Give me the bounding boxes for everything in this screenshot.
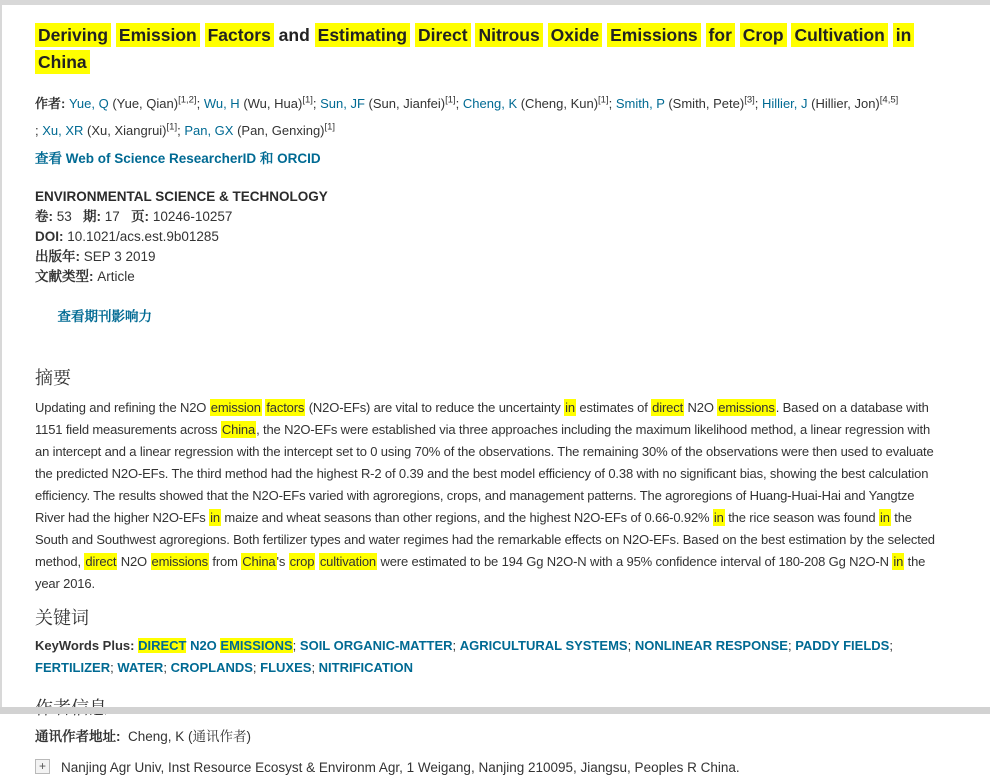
text-segment: 通讯作者地址: [35, 729, 128, 745]
text-segment: DOI: [35, 229, 68, 245]
highlighted-term: emission [210, 400, 261, 416]
text-segment: Cheng, K (通讯作者) [128, 729, 252, 745]
highlighted-term: for [706, 23, 735, 47]
highlighted-term: Factors [205, 23, 274, 47]
text-segment: the rice season was found [724, 510, 879, 526]
text-segment: 's [276, 554, 289, 570]
highlighted-term: Estimating [315, 23, 410, 47]
text-segment: (Wu, Hua) [239, 96, 303, 112]
highlighted-term: cultivation [319, 554, 376, 570]
text-segment: ; [889, 638, 897, 654]
journal-impact-link[interactable]: 查看期刊影响力 [57, 309, 153, 325]
bottom-divider [0, 707, 990, 714]
keyword-link[interactable]: CROPLANDS [170, 660, 253, 676]
text-segment: 10.1021/acs.est.9b01285 [67, 229, 219, 245]
text-segment: KeyWords Plus: [35, 638, 139, 654]
text-segment: ; [252, 660, 261, 676]
highlighted-term: Oxide [548, 23, 603, 47]
text-segment: [1] [324, 121, 336, 133]
keywords-heading: 关键词 [35, 608, 89, 629]
text-segment: ; [311, 660, 319, 676]
highlighted-term: in [565, 400, 575, 416]
text-segment: 出版年: [35, 249, 84, 265]
address-row [35, 759, 946, 776]
researcherid-orcid-link[interactable]: 查看 Web of Science ResearcherID 和 ORCID [35, 151, 321, 167]
author-link-cheng-k[interactable]: Cheng, K [462, 96, 518, 112]
text-segment: . Based on a database with 1151 field measurements across [35, 400, 933, 438]
keyword-link[interactable]: NONLINEAR RESPONSE [634, 638, 788, 654]
text-segment: [1] [598, 94, 609, 106]
highlighted-term: China [221, 422, 256, 438]
authors-line-2 [35, 117, 946, 144]
abstract-heading: 摘要 [35, 368, 71, 389]
author-link-smith-p[interactable]: Smith, P [615, 96, 665, 112]
text-segment: ; [196, 96, 204, 112]
author-link-pan-gx[interactable]: Pan, GX [184, 123, 234, 139]
highlighted-term: China [35, 50, 90, 74]
keyword-link[interactable]: AGRICULTURAL SYSTEMS [459, 638, 628, 654]
authors-line-1 [35, 90, 946, 117]
top-divider [0, 0, 990, 5]
highlighted-term: direct [85, 554, 117, 570]
author-link-hillier-j[interactable]: Hillier, J [762, 96, 808, 112]
highlighted-term: emissions [151, 554, 208, 570]
journal-block [35, 187, 946, 347]
highlighted-term: Emission [116, 23, 200, 47]
highlighted-term: direct [652, 400, 684, 416]
text-segment: the South and Southwest agroregions. Both fertilizer types and water regimes had the remarkable effects on N2O-EFs. Based on the best estimation by the selected method, [35, 510, 939, 570]
text-segment: N2O [684, 400, 718, 416]
text-segment: [1] [302, 94, 313, 106]
text-segment: (Smith, Pete) [664, 96, 745, 112]
volume-issue-pages [35, 207, 946, 227]
keyword-link[interactable]: FLUXES [260, 660, 312, 676]
text-segment: from [208, 554, 242, 570]
keyword-link[interactable]: EMISSIONS [220, 638, 293, 654]
text-segment: and [273, 25, 315, 45]
text-segment: Updating and refining the N2O [35, 400, 210, 416]
address-text: Nanjing Agr Univ, Inst Resource Ecosyst & Environm Agr, 1 Weigang, Nanjing 210095, Jiangsu, Peoples R China. [61, 760, 740, 776]
author-link-yue-q[interactable]: Yue, Q [68, 96, 109, 112]
corresponding-author-line [35, 727, 946, 747]
highlighted-term: in [879, 510, 890, 526]
text-segment [543, 25, 548, 45]
text-segment: 53 [56, 209, 84, 225]
text-segment: (Xu, Xiangrui) [83, 123, 167, 139]
text-segment: 期: [83, 209, 105, 225]
highlighted-term: factors [266, 400, 305, 416]
highlighted-term: in [713, 510, 724, 526]
text-segment: 作者: [35, 96, 69, 112]
author-link-sun-jf[interactable]: Sun, JF [320, 96, 365, 112]
text-segment [200, 25, 205, 45]
text-segment: ; [35, 123, 43, 139]
keyword-link[interactable]: FERTILIZER [35, 660, 111, 676]
text-segment: maize and wheat seasons than other regions, and the highest N2O-EFs of 0.66-0.92% [220, 510, 713, 526]
text-segment: [1] [445, 94, 456, 106]
keyword-link[interactable]: WATER [117, 660, 164, 676]
keyword-link[interactable]: SOIL ORGANIC-MATTER [299, 638, 453, 654]
text-segment: ; [608, 96, 616, 112]
text-segment: the year 2016. [35, 554, 929, 592]
text-segment: (Hillier, Jon) [807, 96, 880, 112]
author-link-wu-h[interactable]: Wu, H [203, 96, 240, 112]
keyword-link[interactable]: DIRECT [138, 638, 187, 654]
text-segment: (N2O-EFs) are vital to reduce the uncertainty [305, 400, 565, 416]
text-segment: Article [97, 269, 135, 285]
text-segment: ; [110, 660, 118, 676]
text-segment: (Yue, Qian) [108, 96, 179, 112]
text-segment: [3] [744, 94, 755, 106]
text-segment: ; [754, 96, 762, 112]
text-segment: SEP 3 2019 [83, 249, 156, 265]
highlighted-term: China [242, 554, 276, 570]
text-segment: 17 [104, 209, 132, 225]
keyword-link[interactable]: PADDY FIELDS [795, 638, 890, 654]
highlighted-term: Deriving [35, 23, 111, 47]
text-segment: (Pan, Genxing) [233, 123, 325, 139]
keyword-link[interactable]: N2O [186, 638, 221, 654]
text-segment: 10246-10257 [152, 209, 233, 225]
expand-address-button[interactable]: + [35, 759, 50, 774]
left-edge-divider [0, 0, 2, 714]
doc-type-line [35, 267, 946, 287]
text-segment: [1] [166, 121, 178, 133]
text-segment: ; [627, 638, 635, 654]
highlighted-term: Cultivation [791, 23, 887, 47]
text-segment: [4,5] [879, 94, 899, 106]
highlighted-term: Nitrous [475, 23, 542, 47]
text-segment [701, 25, 706, 45]
highlighted-term: Emissions [607, 23, 701, 47]
text-segment: estimates of [575, 400, 652, 416]
article-title [35, 22, 946, 76]
highlighted-term: Direct [415, 23, 471, 47]
text-segment: [1,2] [178, 94, 197, 106]
highlighted-term: in [893, 554, 904, 570]
text-segment [914, 25, 919, 45]
text-segment: ; [163, 660, 171, 676]
text-segment: ; [452, 638, 460, 654]
text-segment: were estimated to be 194 Gg N2O-N with a 95% confidence interval of 180-208 Gg N2O-N [377, 554, 893, 570]
highlighted-term: in [893, 23, 915, 47]
text-segment: , the N2O-EFs were established via three approaches including the maximum likelihood method, a linear regression with an intercept and a linear regression with the intercept set to 0 using 70% of the observations. The remaining 30% of the observations were then used to evaluate the predicted N2O-EFs. The third method had the highest R-2 of 0.39 and the best model efficiency of 0.38 with no significant bias, showing the best calculation efficiency. The results showed that the N2O-EFs varied with agroregions, crops, and management patterns. The agroregions of Huang-Huai-Hai and Yangtze River had the higher N2O-EFs [35, 422, 938, 526]
text-segment: 文献类型: [35, 269, 98, 285]
abstract-text [35, 397, 946, 595]
journal-name: ENVIRONMENTAL SCIENCE & TECHNOLOGY [35, 189, 328, 205]
keywords-plus-text [35, 635, 946, 679]
highlighted-term: in [210, 510, 220, 526]
pub-year-line [35, 247, 946, 267]
keyword-link[interactable]: NITRIFICATION [318, 660, 414, 676]
doi-line [35, 227, 946, 247]
highlighted-term: crop [289, 554, 315, 570]
authors-block [35, 90, 946, 167]
text-segment: ; [312, 96, 321, 112]
author-link-xu-xr[interactable]: Xu, XR [42, 123, 84, 139]
text-segment: 卷: [35, 209, 57, 225]
text-segment: ; [455, 96, 463, 112]
text-segment: ; [292, 638, 300, 654]
highlighted-term: emissions [718, 400, 775, 416]
text-segment: (Sun, Jianfei) [364, 96, 446, 112]
highlighted-term: Crop [740, 23, 787, 47]
text-segment: ; [787, 638, 796, 654]
text-segment: 页: [131, 209, 153, 225]
text-segment: N2O [117, 554, 151, 570]
text-segment: (Cheng, Kun) [517, 96, 599, 112]
text-segment: ; [177, 123, 185, 139]
